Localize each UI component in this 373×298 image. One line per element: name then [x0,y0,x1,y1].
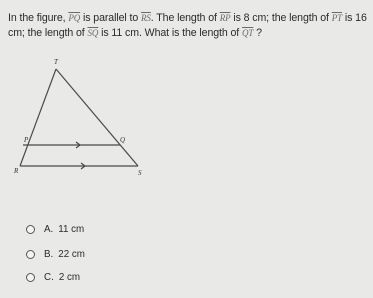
side-ts [56,69,138,166]
label-r: R [14,167,19,175]
label-p: P [24,136,29,144]
segment-rs: $\overline{RS}$ [140,13,151,23]
question-text-1: In the figure, [8,12,69,24]
segment-pt: $\overline{PT}$ [331,13,343,23]
option-c-letter: C. [44,271,54,283]
triangle-figure [10,55,160,180]
option-b-text: 22 cm [58,248,85,260]
radio-c-icon[interactable] [26,273,35,282]
segment-qt: $\overline{QT}$ [242,28,254,38]
label-t: T [54,58,58,66]
question-text-2: is parallel to [80,12,141,24]
option-c-text: 2 cm [58,271,81,283]
option-b-letter: B. [44,248,54,260]
question-text-3: . The length of [150,12,220,24]
question-text-7: ? [253,27,262,39]
option-b[interactable] [26,247,85,261]
side-rt [20,69,56,166]
segment-sq: $\overline{SQ}$ [87,28,99,38]
question-text [8,11,370,41]
option-c[interactable] [26,270,80,284]
segment-rp: $\overline{RP}$ [219,13,231,23]
option-a[interactable] [26,222,84,236]
radio-b-icon[interactable] [26,250,35,259]
option-a-letter: A. [44,223,54,235]
segment-pq: $\overline{PQ}$ [68,13,81,23]
question-text-6: is 11 cm. What is the length of [98,27,242,39]
radio-a-icon[interactable] [26,225,35,234]
option-a-text: 11 cm [58,223,85,235]
question-text-4: is 8 cm; the length of [230,12,332,24]
question-text-5: is 16 cm; the length of [8,12,367,39]
label-s: S [138,169,142,177]
label-q: Q [120,136,126,144]
